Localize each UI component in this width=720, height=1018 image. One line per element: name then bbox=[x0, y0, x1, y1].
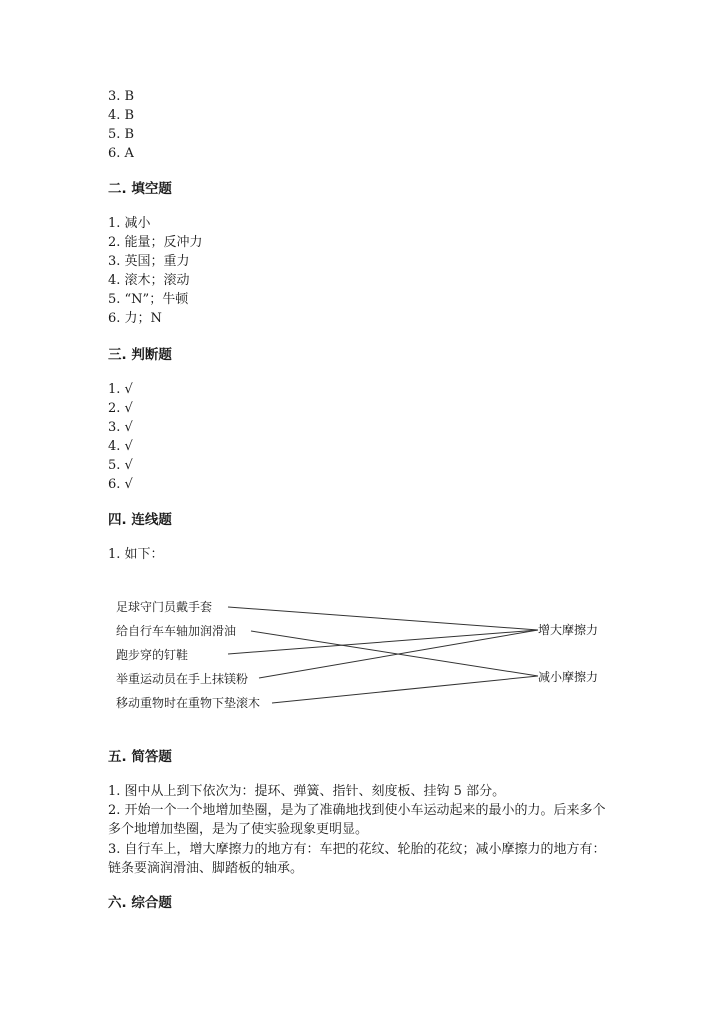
connector-gloves-to-increase bbox=[228, 607, 538, 630]
match-intro: 1. 如下： bbox=[108, 547, 164, 562]
match-left-item-4: 举重运动员在手上抹镁粉 bbox=[116, 672, 249, 686]
judge-answer-5: 5. √ bbox=[108, 458, 133, 473]
match-left-item-2: 给自行车车轴加润滑油 bbox=[116, 624, 237, 638]
short-answer-1: 1. 图中从上到下依次为：提环、弹簧、指针、刻度板、挂钩 5 部分。 bbox=[108, 784, 506, 799]
fill-answer-3: 3. 英国；重力 bbox=[108, 254, 190, 269]
section-comprehensive-title: 六. 综合题 bbox=[108, 895, 172, 911]
fill-answer-1: 1. 减小 bbox=[108, 216, 151, 231]
match-left-item-3: 跑步穿的钉鞋 bbox=[116, 648, 189, 662]
section-judge-title: 三. 判断题 bbox=[108, 347, 172, 363]
connector-spikes-to-increase bbox=[228, 630, 538, 654]
choice-answer-5: 5. B bbox=[108, 127, 135, 142]
choice-answer-6: 6. A bbox=[108, 146, 134, 161]
match-connector-lines bbox=[228, 607, 538, 703]
choice-answer-3: 3. B bbox=[108, 89, 135, 104]
section-fill-blank-title: 二. 填空题 bbox=[108, 181, 172, 197]
section-match-title: 四. 连线题 bbox=[108, 512, 172, 528]
connector-rollers-to-decrease bbox=[272, 676, 538, 703]
judge-answer-4: 4. √ bbox=[108, 439, 133, 454]
short-answer-3: 3. 自行车上，增大摩擦力的地方有：车把的花纹、轮胎的花纹；减小摩擦力的地方有：链条要滴润滑油、脚踏板的轴承。 bbox=[108, 842, 606, 876]
match-right-item-increase: 增大摩擦力 bbox=[538, 623, 599, 637]
fill-answer-5: 5. “N”；牛顿 bbox=[108, 292, 189, 307]
fill-answer-4: 4. 滚木；滚动 bbox=[108, 273, 190, 288]
section-short-answer-title: 五. 简答题 bbox=[108, 749, 172, 765]
judge-answer-3: 3. √ bbox=[108, 420, 133, 435]
match-left-item-1: 足球守门员戴手套 bbox=[116, 600, 213, 614]
choice-answer-4: 4. B bbox=[108, 108, 135, 123]
fill-answer-2: 2. 能量；反冲力 bbox=[108, 235, 203, 250]
judge-answer-2: 2. √ bbox=[108, 401, 133, 416]
connector-magnesium-to-increase bbox=[259, 630, 538, 678]
match-right-item-decrease: 减小摩擦力 bbox=[538, 670, 599, 684]
judge-answer-1: 1. √ bbox=[108, 382, 133, 397]
fill-answer-6: 6. 力；N bbox=[108, 311, 162, 326]
match-left-item-5: 移动重物时在重物下垫滚木 bbox=[116, 696, 261, 710]
judge-answer-6: 6. √ bbox=[108, 477, 133, 492]
short-answer-2: 2. 开始一个一个地增加垫圈，是为了准确地找到使小车运动起来的最小的力。后来多个多个地增加垫圈，是为了使实验现象更明显。 bbox=[108, 803, 606, 837]
